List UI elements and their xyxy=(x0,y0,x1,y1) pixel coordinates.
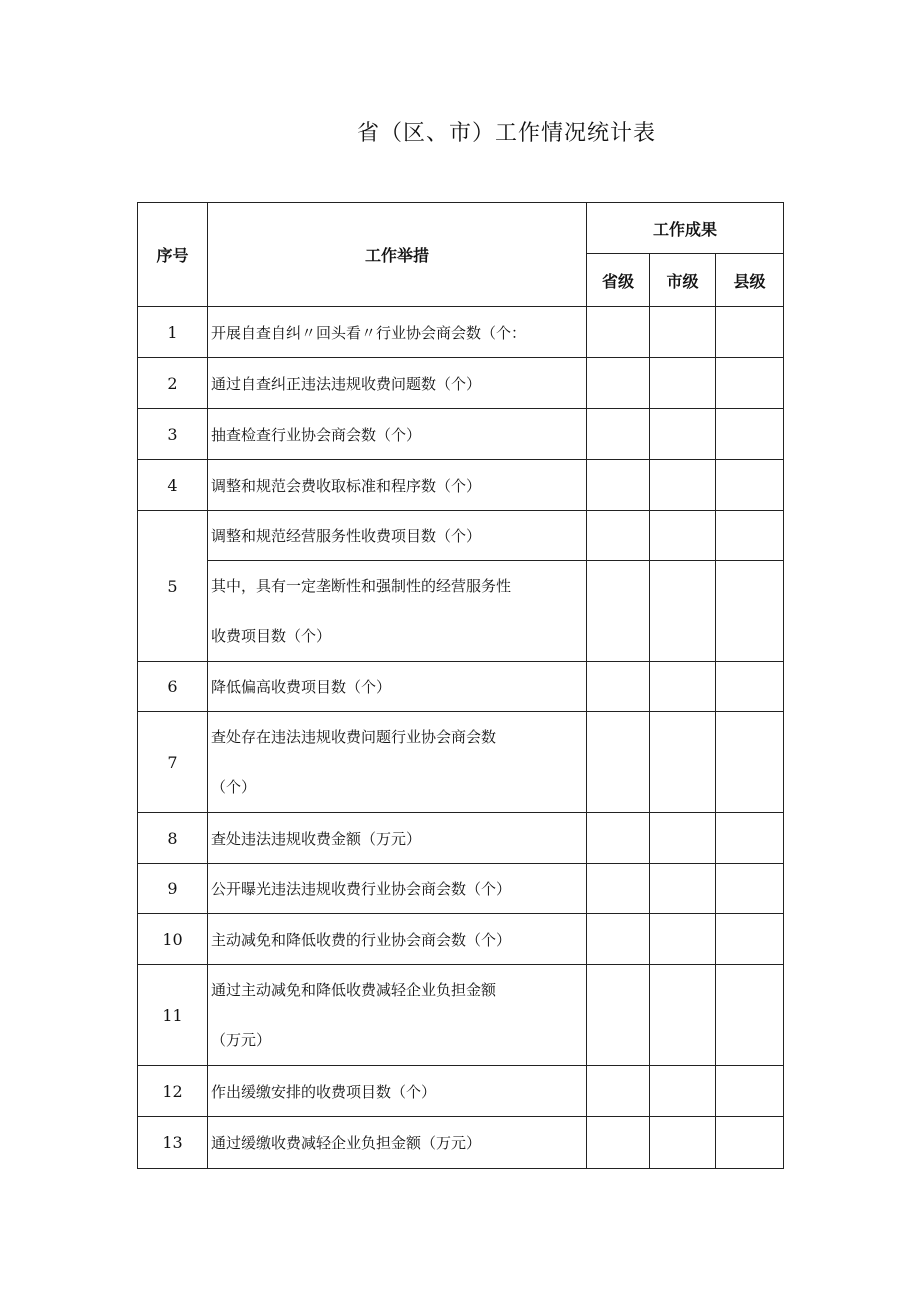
row-measure: 公开曝光违法违规收费行业协会商会数（个） xyxy=(208,864,587,914)
table-row xyxy=(138,1117,784,1169)
row-measure xyxy=(208,712,587,813)
cell-province[interactable] xyxy=(587,1066,650,1117)
row-number: 7 xyxy=(138,712,208,813)
table-row xyxy=(138,712,784,813)
statistics-table xyxy=(137,202,784,1169)
row-measure: 作出缓缴安排的收费项目数（个） xyxy=(208,1066,587,1117)
cell-province[interactable] xyxy=(587,914,650,965)
cell-city[interactable] xyxy=(650,965,716,1066)
row-number: 8 xyxy=(138,813,208,864)
line-2: （个） xyxy=(211,778,257,796)
sub-line-2: 收费项目数（个） xyxy=(211,627,332,645)
cell-province[interactable] xyxy=(587,662,650,712)
table-row xyxy=(138,409,784,460)
row-measure: 开展自查自纠〃回头看〃行业协会商会数（个： xyxy=(208,307,587,358)
line-1: 查处存在违法违规收费问题行业协会商会数 xyxy=(211,728,497,746)
row-measure: 降低偏高收费项目数（个） xyxy=(208,662,587,712)
cell-province[interactable] xyxy=(587,1117,650,1169)
cell-province[interactable] xyxy=(587,813,650,864)
table-row xyxy=(138,460,784,511)
header-seq: 序号 xyxy=(138,203,208,307)
row-measure: 调整和规范经营服务性收费项目数（个） xyxy=(208,511,587,561)
cell-county[interactable] xyxy=(716,1117,784,1169)
header-county: 县级 xyxy=(716,254,784,307)
cell-county[interactable] xyxy=(716,914,784,965)
cell-county[interactable] xyxy=(716,307,784,358)
cell-province[interactable] xyxy=(587,965,650,1066)
header-province: 省级 xyxy=(587,254,650,307)
cell-county[interactable] xyxy=(716,409,784,460)
cell-city[interactable] xyxy=(650,662,716,712)
table-row xyxy=(138,662,784,712)
cell-province[interactable] xyxy=(587,307,650,358)
row-measure xyxy=(208,965,587,1066)
line-1: 通过主动减免和降低收费减轻企业负担金额 xyxy=(211,981,497,999)
row-number: 3 xyxy=(138,409,208,460)
line-2: （万元） xyxy=(211,1031,272,1049)
row-measure: 主动减免和降低收费的行业协会商会数（个） xyxy=(208,914,587,965)
cell-county[interactable] xyxy=(716,864,784,914)
sub-line-1: 其中，具有一定垄断性和强制性的经营服务性 xyxy=(211,577,512,595)
cell-city[interactable] xyxy=(650,409,716,460)
row-number: 5 xyxy=(138,511,208,662)
cell-province[interactable] xyxy=(587,460,650,511)
row-measure: 抽查检查行业协会商会数（个） xyxy=(208,409,587,460)
table-row xyxy=(138,511,784,561)
cell-province[interactable] xyxy=(587,712,650,813)
header-city: 市级 xyxy=(650,254,716,307)
row-number: 1 xyxy=(138,307,208,358)
row-measure: 查处违法违规收费金额（万元） xyxy=(208,813,587,864)
cell-province[interactable] xyxy=(587,511,650,561)
row-measure: 通过缓缴收费减轻企业负担金额（万元） xyxy=(208,1117,587,1169)
cell-county[interactable] xyxy=(716,965,784,1066)
table-row xyxy=(138,813,784,864)
cell-county[interactable] xyxy=(716,813,784,864)
cell-city[interactable] xyxy=(650,1117,716,1169)
row-number: 13 xyxy=(138,1117,208,1169)
row-number: 4 xyxy=(138,460,208,511)
cell-county[interactable] xyxy=(716,511,784,561)
cell-province[interactable] xyxy=(587,864,650,914)
row-measure-sub xyxy=(208,561,587,662)
cell-province[interactable] xyxy=(587,561,650,662)
table-row xyxy=(138,864,784,914)
cell-city[interactable] xyxy=(650,511,716,561)
row-number: 11 xyxy=(138,965,208,1066)
cell-county[interactable] xyxy=(716,1066,784,1117)
table-subrow xyxy=(138,561,784,662)
cell-county[interactable] xyxy=(716,561,784,662)
cell-city[interactable] xyxy=(650,1066,716,1117)
row-number: 10 xyxy=(138,914,208,965)
header-results: 工作成果 xyxy=(587,203,784,254)
table-row xyxy=(138,965,784,1066)
table-row xyxy=(138,914,784,965)
cell-city[interactable] xyxy=(650,813,716,864)
header-measure: 工作举措 xyxy=(208,203,587,307)
row-number: 6 xyxy=(138,662,208,712)
cell-city[interactable] xyxy=(650,712,716,813)
cell-county[interactable] xyxy=(716,712,784,813)
table-row xyxy=(138,358,784,409)
cell-city[interactable] xyxy=(650,358,716,409)
row-number: 2 xyxy=(138,358,208,409)
page-title: 省（区、市）工作情况统计表 xyxy=(357,121,657,146)
header-row xyxy=(138,203,784,254)
table-row xyxy=(138,1066,784,1117)
cell-province[interactable] xyxy=(587,409,650,460)
cell-city[interactable] xyxy=(650,460,716,511)
cell-province[interactable] xyxy=(587,358,650,409)
row-number: 12 xyxy=(138,1066,208,1117)
cell-city[interactable] xyxy=(650,864,716,914)
row-measure: 调整和规范会费收取标准和程序数（个） xyxy=(208,460,587,511)
cell-county[interactable] xyxy=(716,358,784,409)
row-number: 9 xyxy=(138,864,208,914)
cell-county[interactable] xyxy=(716,662,784,712)
row-measure: 通过自查纠正违法违规收费问题数（个） xyxy=(208,358,587,409)
cell-city[interactable] xyxy=(650,914,716,965)
cell-city[interactable] xyxy=(650,561,716,662)
cell-city[interactable] xyxy=(650,307,716,358)
table-row xyxy=(138,307,784,358)
cell-county[interactable] xyxy=(716,460,784,511)
